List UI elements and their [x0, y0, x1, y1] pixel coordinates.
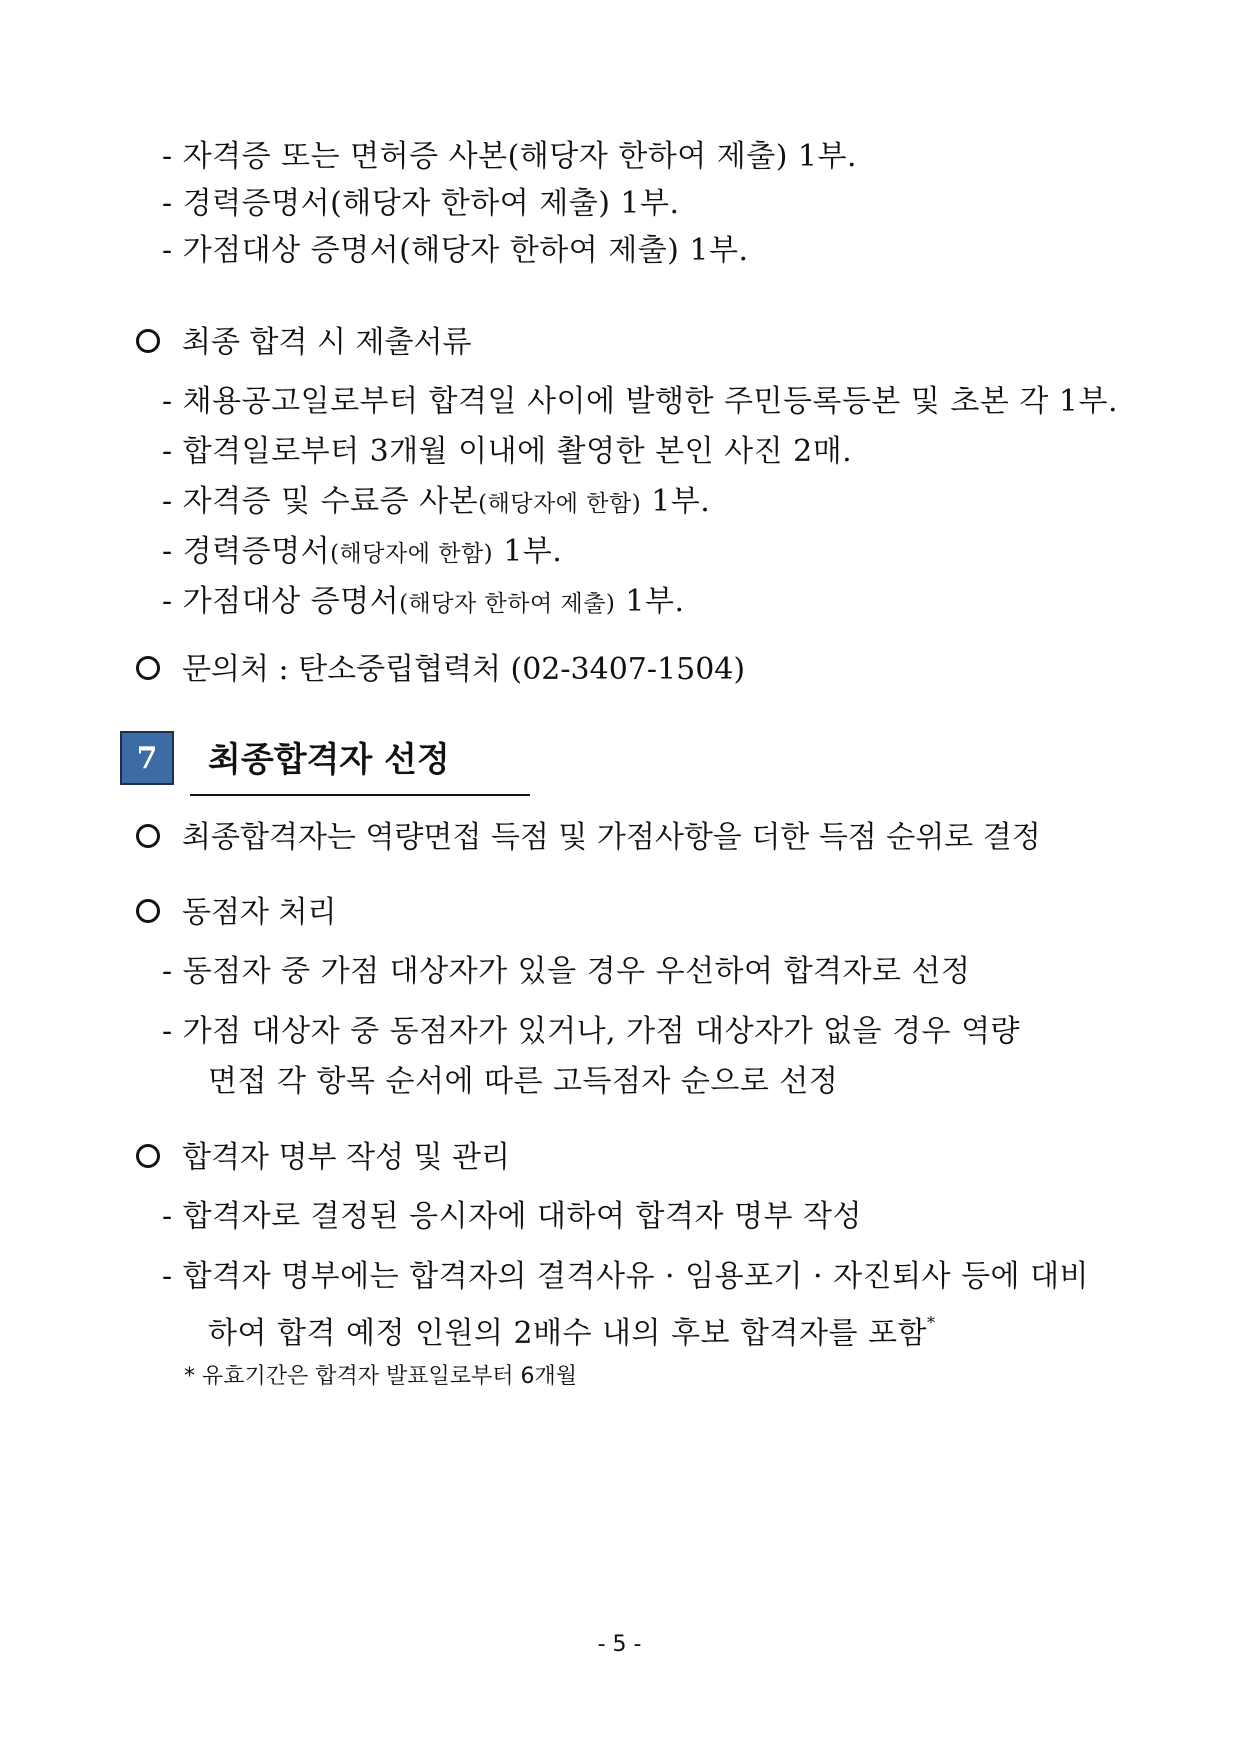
- circle-bullet-icon: [136, 1144, 160, 1168]
- list-item-continuation: 면접 각 항목 순서에 따른 고득점자 순으로 선정: [208, 1064, 839, 1099]
- item-paren: (해당자에 한함): [478, 491, 642, 517]
- list-item: - 합격자 명부에는 합격자의 결격사유 · 임용포기 · 자진퇴사 등에 대비: [162, 1259, 1090, 1294]
- list-item: - 가점 대상자 중 동점자가 있거나, 가점 대상자가 없을 경우 역량: [162, 1014, 1021, 1049]
- list-item: - 경력증명서(해당자 한하여 제출) 1부.: [162, 186, 680, 221]
- list-item: - 동점자 중 가점 대상자가 있을 경우 우선하여 합격자로 선정: [162, 954, 971, 989]
- item-text: - 경력증명서: [162, 534, 331, 569]
- section-title-underline: [190, 794, 530, 796]
- item-paren: (해당자 한하여 제출): [399, 591, 616, 617]
- bullet-ranking: [136, 818, 1041, 858]
- section-number-badge: 7: [120, 731, 174, 785]
- page-number: - 5 -: [597, 1632, 642, 1657]
- footnote-marker: *: [926, 1313, 936, 1332]
- list-item: [162, 482, 710, 524]
- item-tail: 1부.: [641, 484, 711, 519]
- list-item: - 합격자로 결정된 응시자에 대하여 합격자 명부 작성: [162, 1199, 862, 1234]
- list-item: - 채용공고일로부터 합격일 사이에 발행한 주민등록등본 및 초본 각 1부.: [162, 384, 1119, 419]
- list-item: - 합격일로부터 3개월 이내에 촬영한 본인 사진 2매.: [162, 434, 853, 469]
- circle-bullet-icon: [136, 329, 160, 353]
- list-item-continuation: [208, 1307, 935, 1354]
- bullet-tie-handling: [136, 893, 336, 933]
- list-item: - 가점대상 증명서(해당자 한하여 제출) 1부.: [162, 233, 749, 268]
- list-item: [162, 532, 562, 574]
- contact-text: 문의처 : 탄소중립협력처 (02-3407-1504): [182, 652, 746, 687]
- list-item: - 자격증 또는 면허증 사본(해당자 한하여 제출) 1부.: [162, 139, 858, 174]
- section-title: 최종합격자 선정: [208, 740, 450, 780]
- item-text: - 가점대상 증명서: [162, 584, 400, 619]
- bullet-text: 동점자 처리: [182, 895, 337, 930]
- item-tail: 1부.: [493, 534, 563, 569]
- bullet-text: 최종 합격 시 제출서류: [182, 325, 472, 360]
- circle-bullet-icon: [136, 824, 160, 848]
- bullet-final-docs: [136, 323, 471, 363]
- item-text: 하여 합격 예정 인원의 2배수 내의 후보 합격자를 포함: [208, 1316, 927, 1351]
- circle-bullet-icon: [136, 899, 160, 923]
- item-tail: 1부.: [615, 584, 685, 619]
- list-item: [162, 582, 685, 624]
- circle-bullet-icon: [136, 656, 160, 680]
- item-paren: (해당자에 한함): [330, 541, 494, 567]
- footnote: * 유효기간은 합격자 발표일로부터 6개월: [184, 1364, 578, 1389]
- bullet-contact: [136, 650, 745, 690]
- bullet-text: 합격자 명부 작성 및 관리: [182, 1140, 510, 1175]
- bullet-roster: [136, 1138, 510, 1178]
- item-text: - 자격증 및 수료증 사본: [162, 484, 479, 519]
- bullet-text: 최종합격자는 역량면접 득점 및 가점사항을 더한 득점 순위로 결정: [182, 820, 1041, 855]
